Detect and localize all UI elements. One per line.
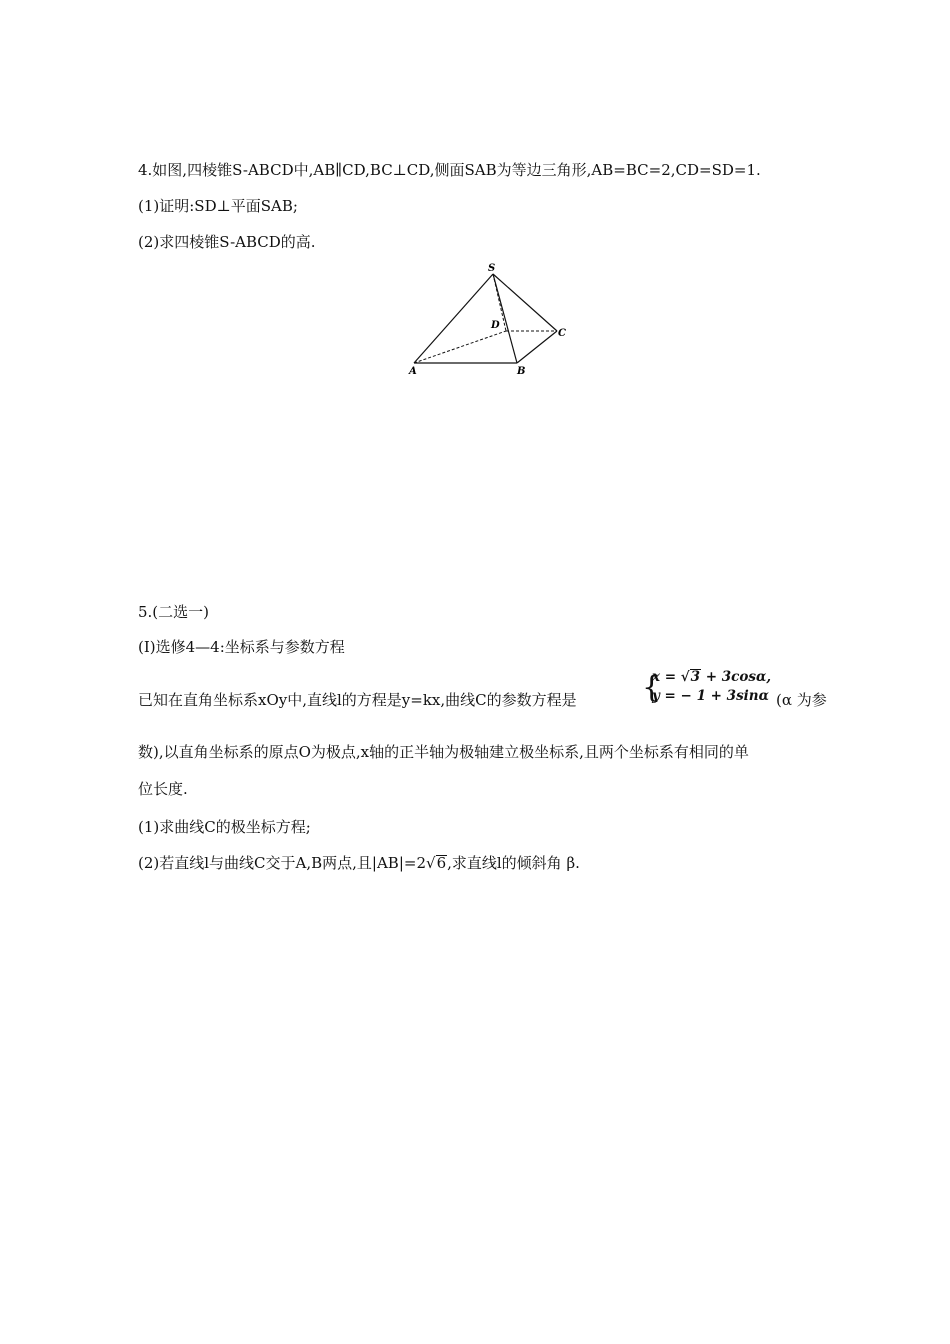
q5-line2: 数),以直角坐标系的原点O为极点,x轴的正半轴为极轴建立极坐标系,且两个坐标系有相同的单 [138,743,749,761]
q5-line1-post: (α 为参 [776,691,827,709]
pyramid-figure [400,258,580,380]
edge-sc [493,274,557,331]
label-s: S [488,263,496,274]
equation-brace: { [642,670,662,705]
edge-sb [493,274,517,363]
label-c: C [558,328,566,339]
label-b: B [517,366,526,377]
label-a: A [409,366,417,377]
q4-part1: (1)证明:SD⊥平面SAB; [138,197,298,215]
q4-stem: 4.如图,四棱锥S-ABCD中,AB∥CD,BC⊥CD,侧面SAB为等边三角形,AB=BC=2,CD=SD=1. [138,161,761,179]
q4-part2: (2)求四棱锥S-ABCD的高. [138,233,316,251]
label-d: D [491,320,500,331]
q5-option1: (Ⅰ)选修4—4:坐标系与参数方程 [138,638,345,656]
q5-title: 5.(二选一) [138,603,210,621]
param-eq-x: x = √3 + 3cosα, [652,669,772,685]
q5-part2: (2)若直线l与曲线C交于A,B两点,且|AB|=2√6,求直线l的倾斜角 β. [138,854,580,872]
q5-line3: 位长度. [138,780,188,798]
edge-bc [517,331,557,363]
q5-line1-pre: 已知在直角坐标系xOy中,直线l的方程是y=kx,曲线C的参数方程是 [138,691,577,709]
param-eq-y: y = − 1 + 3sinα [652,688,769,704]
q5-part1: (1)求曲线C的极坐标方程; [138,818,311,836]
